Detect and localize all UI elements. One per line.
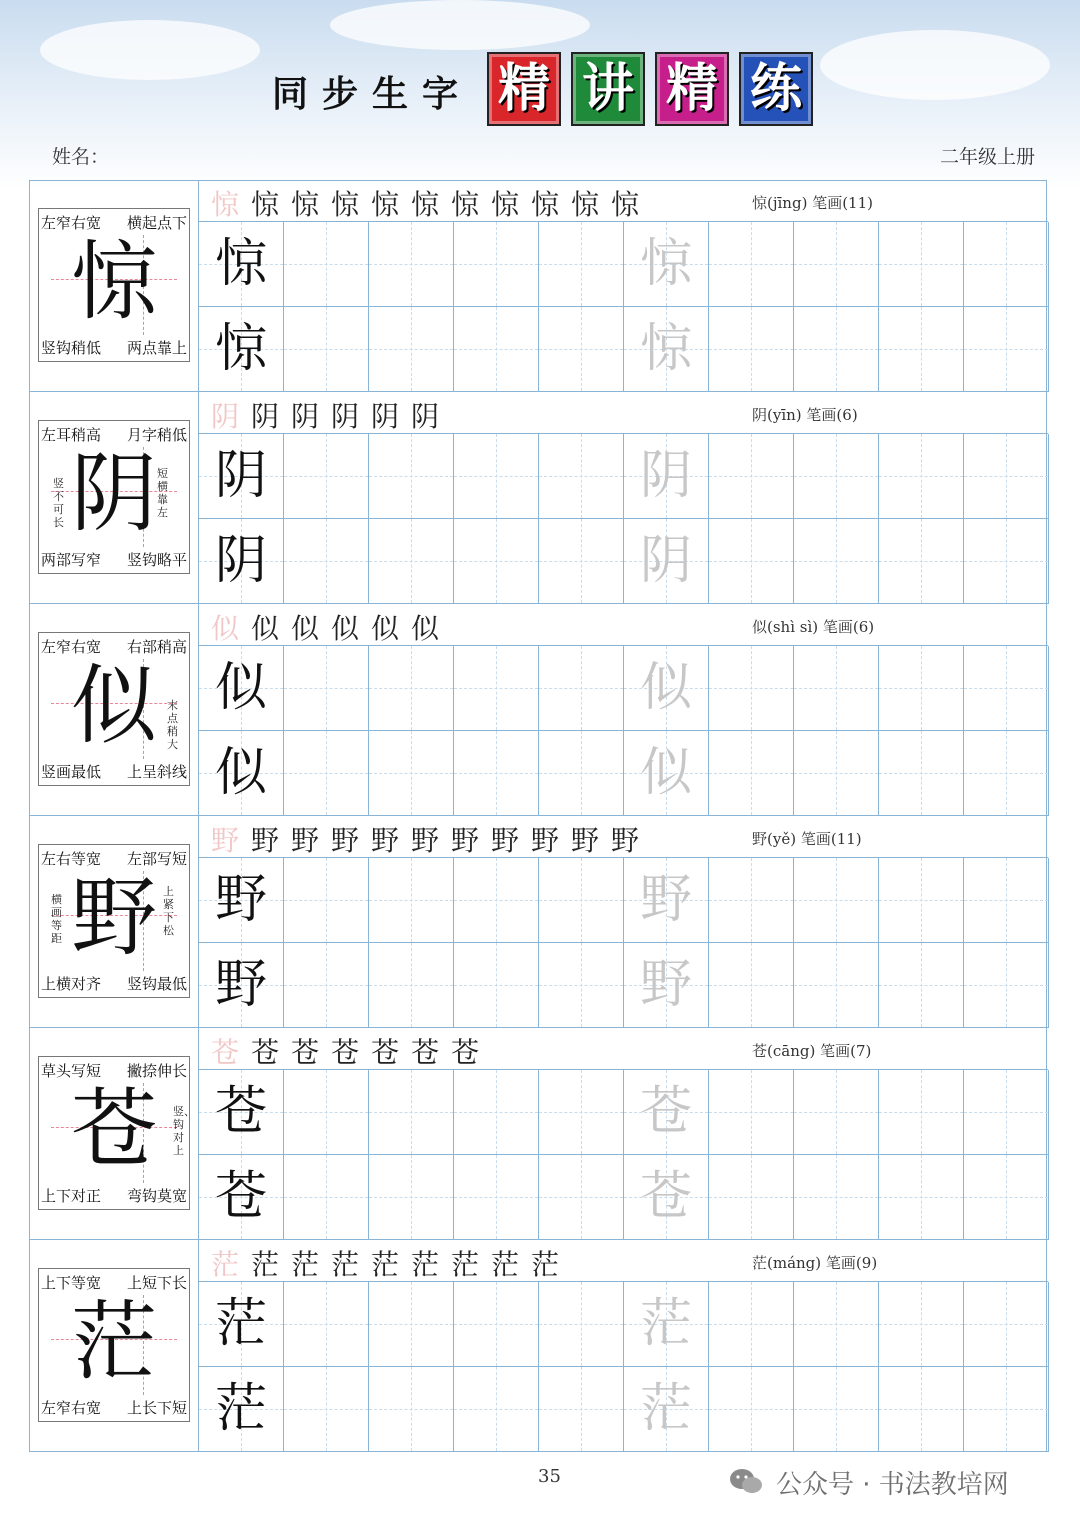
trace-character: 阴 — [639, 446, 692, 506]
stroke-step: 惊 — [611, 188, 640, 221]
guide-column — [29, 392, 199, 604]
trace-character: 似 — [639, 743, 692, 803]
practice-cell[interactable] — [624, 222, 709, 307]
stroke-order-row — [199, 816, 1048, 858]
structure-tip: 左窄右宽 — [41, 214, 102, 232]
structure-tip: 右部稍高 — [126, 638, 187, 656]
model-character: 似 — [71, 656, 157, 756]
practice-cell[interactable] — [454, 1282, 539, 1367]
stroke-count-label: 笔画(6) — [806, 406, 858, 424]
practice-cell[interactable] — [539, 1367, 624, 1452]
practice-cell[interactable] — [284, 434, 369, 519]
stroke-step: 惊 — [491, 188, 520, 221]
practice-cell[interactable] — [539, 222, 624, 307]
practice-cell[interactable] — [539, 1070, 624, 1155]
practice-cell[interactable] — [199, 1155, 284, 1240]
stroke-step: 阴 — [251, 400, 280, 433]
practice-cell[interactable] — [709, 943, 794, 1028]
stroke-step: 茫 — [451, 1248, 480, 1281]
stroke-step: 惊 — [211, 188, 240, 221]
structure-tip: 上下对正 — [41, 1187, 102, 1205]
practice-cell[interactable] — [284, 1155, 369, 1240]
practice-cell[interactable] — [794, 222, 879, 307]
practice-cell[interactable] — [369, 1282, 454, 1367]
practice-cell[interactable] — [709, 646, 794, 731]
structure-guide — [38, 1056, 195, 1210]
practice-cell[interactable] — [454, 434, 539, 519]
stroke-step: 茫 — [491, 1248, 520, 1281]
structure-tip: 两点靠上 — [126, 339, 187, 357]
practice-cell[interactable] — [284, 943, 369, 1028]
practice-cell[interactable] — [879, 1367, 964, 1452]
stroke-step: 苍 — [211, 1036, 240, 1069]
practice-cell[interactable] — [284, 858, 369, 943]
practice-cell[interactable] — [794, 1367, 879, 1452]
practice-cell[interactable] — [624, 519, 709, 604]
structure-note: 竖不可长 — [53, 477, 64, 529]
stroke-step: 野 — [251, 824, 280, 857]
name-label: 姓名： — [52, 146, 110, 168]
stroke-step: 野 — [371, 824, 400, 857]
practice-cell[interactable] — [199, 731, 284, 816]
stroke-step: 野 — [531, 824, 560, 857]
stroke-order-row — [199, 1240, 1048, 1282]
practice-cell[interactable] — [199, 434, 284, 519]
trace-character: 野 — [639, 955, 692, 1015]
practice-area — [199, 1240, 1048, 1452]
practice-cell[interactable] — [454, 943, 539, 1028]
practice-cell[interactable] — [369, 222, 454, 307]
structure-tip: 撇捺伸长 — [126, 1062, 187, 1080]
character-block — [29, 1028, 1048, 1240]
practice-cell[interactable] — [964, 943, 1049, 1028]
stroke-step: 似 — [371, 612, 400, 645]
practice-cell[interactable] — [199, 1070, 284, 1155]
stroke-step: 苍 — [411, 1036, 440, 1069]
example-character: 野 — [214, 870, 267, 930]
structure-tip: 竖钩最低 — [126, 975, 187, 993]
practice-cell[interactable] — [709, 307, 794, 392]
stroke-step: 阴 — [371, 400, 400, 433]
example-character: 苍 — [214, 1082, 267, 1142]
structure-tip: 竖钩略平 — [126, 551, 187, 569]
trace-character: 似 — [639, 658, 692, 718]
stroke-step: 茫 — [251, 1248, 280, 1281]
structure-guide — [38, 844, 190, 998]
practice-cell[interactable] — [624, 731, 709, 816]
stroke-step: 苍 — [451, 1036, 480, 1069]
practice-cell[interactable] — [369, 1367, 454, 1452]
practice-area — [199, 816, 1048, 1028]
practice-cell[interactable] — [964, 1070, 1049, 1155]
practice-cell[interactable] — [539, 519, 624, 604]
example-character: 茫 — [214, 1379, 267, 1439]
stroke-count-label: 笔画(11) — [800, 830, 862, 848]
practice-cell[interactable] — [284, 519, 369, 604]
pinyin-label: 野(yě) — [752, 830, 797, 848]
trace-character: 阴 — [639, 531, 692, 591]
practice-cell[interactable] — [879, 222, 964, 307]
structure-tip: 月字稍低 — [126, 426, 187, 444]
structure-tip: 弯钩莫宽 — [126, 1187, 187, 1205]
structure-tip: 上横对齐 — [41, 975, 102, 993]
practice-cell[interactable] — [454, 1367, 539, 1452]
stroke-step: 似 — [251, 612, 280, 645]
stroke-step: 苍 — [251, 1036, 280, 1069]
guide-column — [29, 604, 199, 816]
practice-cell[interactable] — [369, 646, 454, 731]
practice-cell[interactable] — [794, 731, 879, 816]
practice-cell[interactable] — [454, 222, 539, 307]
character-info — [752, 616, 874, 637]
practice-cell[interactable] — [964, 222, 1049, 307]
wechat-icon — [728, 1466, 764, 1496]
stroke-step: 阴 — [211, 400, 240, 433]
practice-cell[interactable] — [284, 731, 369, 816]
stroke-step: 阴 — [411, 400, 440, 433]
practice-cell[interactable] — [369, 434, 454, 519]
stroke-order-row — [199, 180, 1048, 222]
practice-cell[interactable] — [369, 519, 454, 604]
stroke-step: 阴 — [291, 400, 320, 433]
example-character: 惊 — [214, 319, 267, 379]
practice-cell[interactable] — [284, 646, 369, 731]
stroke-step: 茫 — [411, 1248, 440, 1281]
title-badge: 精 — [487, 52, 561, 126]
practice-cell[interactable] — [879, 1155, 964, 1240]
practice-cell[interactable] — [539, 731, 624, 816]
character-info — [752, 1040, 871, 1061]
practice-cell[interactable] — [964, 307, 1049, 392]
structure-tip: 左窄右宽 — [41, 1399, 102, 1417]
cloud-decoration — [330, 0, 590, 50]
practice-cell[interactable] — [539, 307, 624, 392]
stroke-step: 似 — [291, 612, 320, 645]
example-character: 惊 — [214, 234, 267, 294]
stroke-step: 似 — [211, 612, 240, 645]
practice-cell[interactable] — [539, 1282, 624, 1367]
trace-character: 惊 — [639, 319, 692, 379]
practice-cell[interactable] — [879, 731, 964, 816]
stroke-step: 惊 — [451, 188, 480, 221]
character-block — [29, 816, 1048, 1028]
stroke-step: 野 — [571, 824, 600, 857]
practice-cell[interactable] — [284, 1282, 369, 1367]
practice-cell[interactable] — [454, 646, 539, 731]
stroke-count-label: 笔画(11) — [812, 194, 873, 212]
practice-cell[interactable] — [709, 1070, 794, 1155]
practice-grid — [199, 434, 1048, 604]
trace-character: 惊 — [639, 234, 692, 294]
structure-guide — [38, 420, 190, 574]
structure-tip: 上下等宽 — [41, 1274, 102, 1292]
pinyin-label: 阴(yīn) — [752, 406, 802, 424]
character-info — [752, 404, 858, 425]
practice-cell[interactable] — [284, 1367, 369, 1452]
trace-character: 茫 — [639, 1294, 692, 1354]
watermark: 公众号 · 书法教培网 — [776, 1470, 1009, 1500]
example-character: 野 — [214, 955, 267, 1015]
stroke-step: 惊 — [291, 188, 320, 221]
stroke-step: 苍 — [331, 1036, 360, 1069]
practice-cell[interactable] — [369, 858, 454, 943]
structure-tip: 左耳稍高 — [41, 426, 102, 444]
practice-cell[interactable] — [794, 646, 879, 731]
character-block — [29, 1240, 1048, 1452]
structure-tip: 上短下长 — [126, 1274, 187, 1292]
structure-tip: 横起点下 — [126, 214, 187, 232]
stroke-order-row — [199, 392, 1048, 434]
practice-cell[interactable] — [964, 646, 1049, 731]
structure-tip: 草头写短 — [41, 1062, 102, 1080]
practice-cell[interactable] — [199, 307, 284, 392]
structure-tip: 左窄右宽 — [41, 638, 102, 656]
stroke-step: 似 — [331, 612, 360, 645]
practice-cell[interactable] — [454, 731, 539, 816]
practice-area — [199, 180, 1048, 392]
structure-note: 末点稍大 — [167, 699, 178, 751]
character-info — [752, 828, 862, 849]
practice-cell[interactable] — [794, 434, 879, 519]
practice-cell[interactable] — [879, 1282, 964, 1367]
structure-tip: 上长下短 — [126, 1399, 187, 1417]
grade-label: 二年级上册 — [940, 146, 1036, 168]
practice-cell[interactable] — [964, 434, 1049, 519]
page-number: 35 — [538, 1466, 561, 1487]
character-block — [29, 180, 1048, 392]
practice-cell[interactable] — [284, 222, 369, 307]
practice-cell[interactable] — [624, 1282, 709, 1367]
example-character: 似 — [214, 743, 267, 803]
practice-cell[interactable] — [709, 731, 794, 816]
practice-cell[interactable] — [199, 519, 284, 604]
practice-area — [199, 392, 1048, 604]
practice-area — [199, 604, 1048, 816]
stroke-step: 茫 — [531, 1248, 560, 1281]
stroke-step: 苍 — [371, 1036, 400, 1069]
practice-cell[interactable] — [964, 519, 1049, 604]
stroke-step: 野 — [611, 824, 640, 857]
pinyin-label: 苍(cāng) — [752, 1042, 816, 1060]
practice-cell[interactable] — [709, 519, 794, 604]
example-character: 似 — [214, 658, 267, 718]
pinyin-label: 似(shì sì) — [752, 618, 819, 636]
stroke-step: 茫 — [331, 1248, 360, 1281]
model-character: 茫 — [71, 1292, 157, 1392]
title-badge: 讲 — [571, 52, 645, 126]
structure-guide — [38, 632, 190, 786]
practice-cell[interactable] — [454, 1155, 539, 1240]
practice-cell[interactable] — [709, 858, 794, 943]
structure-tip: 左右等宽 — [41, 850, 102, 868]
guide-column — [29, 816, 199, 1028]
practice-cell[interactable] — [964, 858, 1049, 943]
practice-cell[interactable] — [709, 222, 794, 307]
practice-cell[interactable] — [879, 943, 964, 1028]
practice-cell[interactable] — [369, 307, 454, 392]
structure-tip: 上呈斜线 — [126, 763, 187, 781]
structure-tip: 左部写短 — [126, 850, 187, 868]
practice-cell[interactable] — [709, 1282, 794, 1367]
practice-cell[interactable] — [539, 1155, 624, 1240]
practice-cell[interactable] — [199, 1367, 284, 1452]
practice-cell[interactable] — [709, 1155, 794, 1240]
stroke-step: 苍 — [291, 1036, 320, 1069]
practice-cell[interactable] — [964, 731, 1049, 816]
practice-cell[interactable] — [879, 1070, 964, 1155]
practice-cell[interactable] — [879, 858, 964, 943]
practice-grid — [199, 858, 1048, 1028]
practice-cell[interactable] — [369, 1155, 454, 1240]
practice-cell[interactable] — [454, 307, 539, 392]
practice-cell[interactable] — [624, 1367, 709, 1452]
page-title: 同步生字 — [272, 74, 473, 115]
trace-character: 野 — [639, 870, 692, 930]
practice-cell[interactable] — [624, 1070, 709, 1155]
practice-cell[interactable] — [199, 943, 284, 1028]
stroke-order-row — [199, 604, 1048, 646]
practice-cell[interactable] — [709, 1367, 794, 1452]
pinyin-label: 惊(jīng) — [752, 194, 808, 212]
practice-cell[interactable] — [369, 1070, 454, 1155]
practice-cell[interactable] — [454, 519, 539, 604]
example-character: 茫 — [214, 1294, 267, 1354]
practice-cell[interactable] — [284, 307, 369, 392]
stroke-step: 惊 — [251, 188, 280, 221]
practice-cell[interactable] — [794, 943, 879, 1028]
stroke-count-label: 笔画(9) — [825, 1254, 878, 1272]
structure-note: 短横靠左 — [157, 467, 168, 519]
practice-cell[interactable] — [624, 1155, 709, 1240]
practice-cell[interactable] — [794, 1155, 879, 1240]
stroke-step: 惊 — [411, 188, 440, 221]
example-character: 苍 — [214, 1167, 267, 1227]
model-character: 苍 — [71, 1080, 157, 1180]
pinyin-label: 茫(máng) — [752, 1254, 822, 1272]
stroke-step: 茫 — [211, 1248, 240, 1281]
stroke-step: 野 — [331, 824, 360, 857]
practice-cell[interactable] — [624, 858, 709, 943]
practice-cell[interactable] — [794, 519, 879, 604]
structure-tip: 两部写窄 — [41, 551, 102, 569]
character-block — [29, 604, 1048, 816]
practice-cell[interactable] — [199, 858, 284, 943]
structure-note: 上紧下松 — [163, 885, 174, 937]
character-info — [752, 192, 873, 213]
practice-cell[interactable] — [539, 434, 624, 519]
stroke-step: 阴 — [331, 400, 360, 433]
model-character: 惊 — [71, 232, 157, 332]
cloud-decoration — [820, 30, 1050, 100]
practice-grid — [199, 1070, 1048, 1240]
practice-grid — [199, 1282, 1048, 1452]
cloud-decoration — [40, 20, 260, 80]
practice-cell[interactable] — [539, 858, 624, 943]
model-character: 阴 — [71, 444, 157, 544]
practice-cell[interactable] — [879, 519, 964, 604]
practice-cell[interactable] — [369, 731, 454, 816]
practice-grid — [199, 646, 1048, 816]
stroke-order-row — [199, 1028, 1048, 1070]
example-character: 阴 — [214, 446, 267, 506]
stroke-step: 茫 — [291, 1248, 320, 1281]
structure-guide — [38, 208, 190, 362]
trace-character: 苍 — [639, 1167, 692, 1227]
title-badge: 练 — [739, 52, 813, 126]
model-character: 野 — [71, 868, 157, 968]
practice-cell[interactable] — [454, 1070, 539, 1155]
guide-column — [29, 1240, 199, 1452]
practice-cell[interactable] — [199, 222, 284, 307]
stroke-step: 野 — [291, 824, 320, 857]
practice-cell[interactable] — [199, 1282, 284, 1367]
practice-cell[interactable] — [879, 434, 964, 519]
stroke-step: 惊 — [331, 188, 360, 221]
practice-cell[interactable] — [794, 1282, 879, 1367]
practice-cell[interactable] — [794, 858, 879, 943]
stroke-step: 野 — [411, 824, 440, 857]
stroke-step: 野 — [211, 824, 240, 857]
practice-cell[interactable] — [964, 1367, 1049, 1452]
character-info — [752, 1252, 877, 1273]
practice-cell[interactable] — [879, 307, 964, 392]
practice-cell[interactable] — [624, 646, 709, 731]
stroke-step: 惊 — [531, 188, 560, 221]
practice-cell[interactable] — [879, 646, 964, 731]
practice-cell[interactable] — [624, 943, 709, 1028]
title-badge: 精 — [655, 52, 729, 126]
structure-guide — [38, 1268, 190, 1422]
stroke-step: 野 — [451, 824, 480, 857]
stroke-count-label: 笔画(6) — [822, 618, 875, 636]
stroke-step: 茫 — [371, 1248, 400, 1281]
stroke-step: 野 — [491, 824, 520, 857]
structure-tip: 竖画最低 — [41, 763, 102, 781]
structure-note: 横画等距 — [51, 893, 62, 945]
stroke-count-label: 笔画(7) — [820, 1042, 872, 1060]
stroke-step: 惊 — [571, 188, 600, 221]
practice-cell[interactable] — [454, 858, 539, 943]
practice-area — [199, 1028, 1048, 1240]
structure-tip: 竖钩稍低 — [41, 339, 102, 357]
stroke-step: 惊 — [371, 188, 400, 221]
practice-grid — [199, 222, 1048, 392]
practice-cell[interactable] — [964, 1155, 1049, 1240]
practice-cell[interactable] — [539, 943, 624, 1028]
practice-cell[interactable] — [624, 434, 709, 519]
trace-character: 茫 — [639, 1379, 692, 1439]
practice-cell[interactable] — [199, 646, 284, 731]
example-character: 阴 — [214, 531, 267, 591]
character-block — [29, 392, 1048, 604]
guide-column — [29, 1028, 199, 1240]
guide-column — [29, 180, 199, 392]
practice-cell[interactable] — [709, 434, 794, 519]
practice-cell[interactable] — [284, 1070, 369, 1155]
trace-character: 苍 — [639, 1082, 692, 1142]
practice-cell[interactable] — [539, 646, 624, 731]
practice-cell[interactable] — [794, 1070, 879, 1155]
practice-cell[interactable] — [369, 943, 454, 1028]
practice-cell[interactable] — [624, 307, 709, 392]
practice-cell[interactable] — [794, 307, 879, 392]
structure-note: 竖、钩对上 — [173, 1105, 195, 1157]
practice-cell[interactable] — [964, 1282, 1049, 1367]
stroke-step: 似 — [411, 612, 440, 645]
